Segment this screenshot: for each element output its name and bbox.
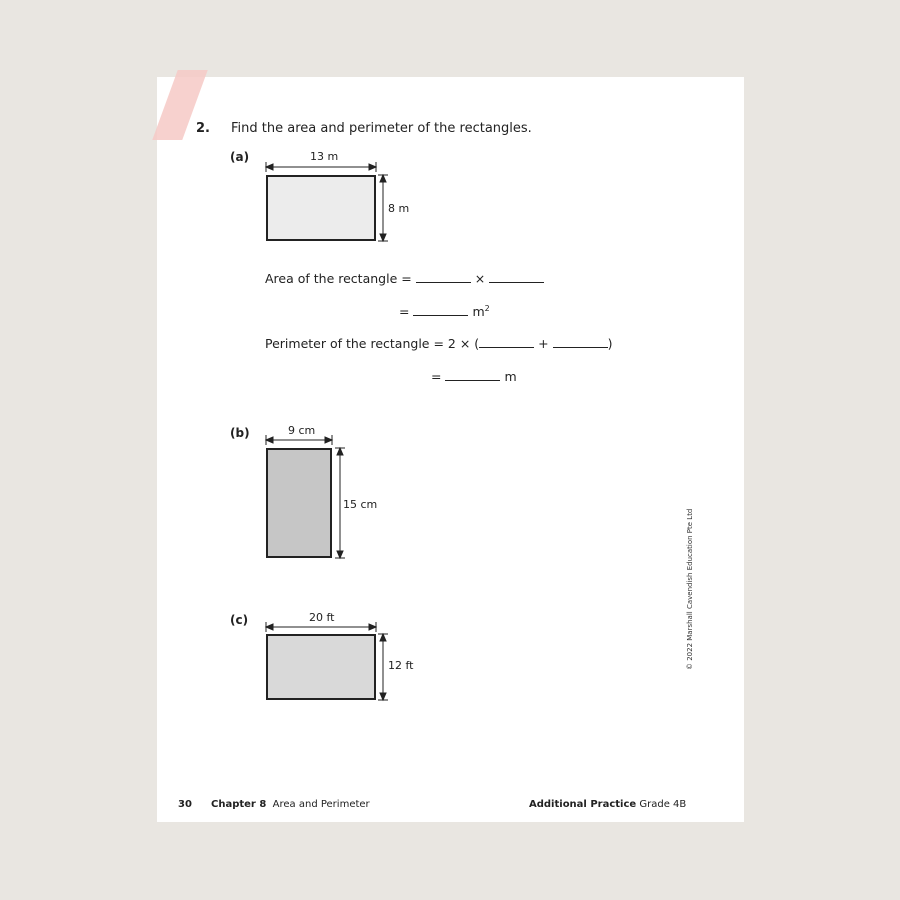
part-a-width-label: 13 m xyxy=(310,150,339,163)
times-sign: × xyxy=(474,271,486,286)
chapter-number: Chapter 8 xyxy=(211,799,267,810)
book-title: Additional Practice xyxy=(529,799,637,810)
area-label: Area of the rectangle = xyxy=(265,271,412,286)
equals-sign: = xyxy=(399,304,410,320)
part-c-label: (c) xyxy=(230,613,249,627)
perimeter-unit: m xyxy=(504,369,517,384)
page-number: 30 xyxy=(178,799,192,810)
part-c-width-label: 20 ft xyxy=(309,611,335,624)
plus-sign: + xyxy=(538,336,549,351)
part-b-width-label: 9 cm xyxy=(288,424,316,437)
area-unit-exponent: 2 xyxy=(484,304,490,313)
chapter-info xyxy=(211,799,370,810)
area-unit: m xyxy=(472,304,485,320)
part-a-label: (a) xyxy=(230,150,250,164)
equals-sign-2: = xyxy=(431,369,442,384)
book-info xyxy=(529,799,686,810)
part-c-height-label: 12 ft xyxy=(388,659,414,672)
grade-label: Grade 4B xyxy=(639,799,687,810)
close-paren: ) xyxy=(607,336,613,351)
part-b-label: (b) xyxy=(230,426,250,440)
perimeter-label: Perimeter of the rectangle = 2 × ( xyxy=(265,336,480,351)
part-a-height-label: 8 m xyxy=(388,202,410,215)
part-b-height-label: 15 cm xyxy=(343,498,378,511)
question-prompt: Find the area and perimeter of the rectangles. xyxy=(231,121,532,136)
chapter-title: Area and Perimeter xyxy=(272,799,370,810)
question-number: 2. xyxy=(196,121,210,136)
copyright-notice: © 2022 Marshall Cavendish Education Pte Ltd xyxy=(686,508,694,670)
